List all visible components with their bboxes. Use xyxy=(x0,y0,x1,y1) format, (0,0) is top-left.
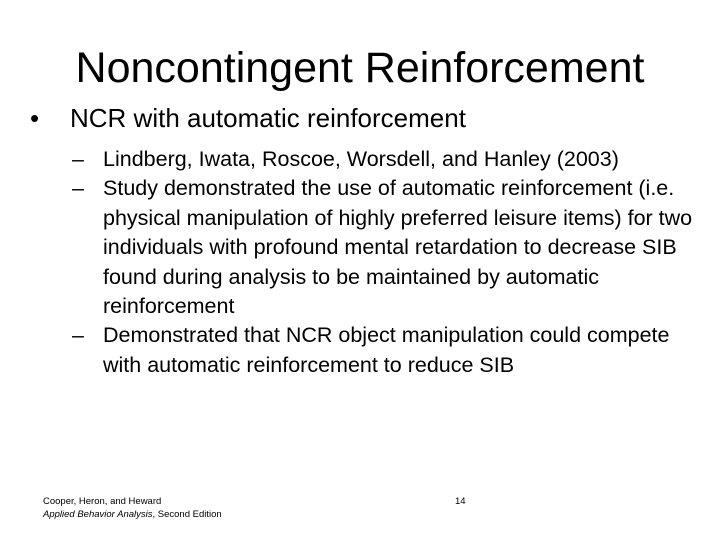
bullet-marker: • xyxy=(30,103,40,133)
slide-title: Noncontingent Reinforcement xyxy=(75,44,645,92)
footer-book-title: Applied Behavior Analysis xyxy=(43,509,153,520)
sub-bullet-text: Lindberg, Iwata, Roscoe, Worsdell, and Hanley (2003) xyxy=(103,147,619,171)
bullet-item xyxy=(30,102,466,134)
dash-marker: – xyxy=(72,147,84,171)
footer-citation xyxy=(43,495,222,521)
bullet-text: NCR with automatic reinforcement xyxy=(70,103,466,133)
sub-bullet-text: Demonstrated that NCR object manipulation could compete with automatic reinforcement to reduce SIB xyxy=(103,323,670,377)
sub-bullet-item xyxy=(72,321,702,380)
dash-marker: – xyxy=(72,323,84,348)
sub-bullet-text: Study demonstrated the use of automatic reinforcement (i.e. physical manipulation of highly preferred leisure items) for two individuals with profound mental retardation to decrease SIB found during analysis to be maintained by automatic reinforcement xyxy=(103,176,693,319)
page-number: 14 xyxy=(455,496,466,507)
footer-authors: Cooper, Heron, and Heward xyxy=(43,496,162,507)
dash-marker: – xyxy=(72,176,84,201)
sub-bullet-list xyxy=(72,145,702,380)
sub-bullet-item xyxy=(72,174,702,321)
footer-book-line xyxy=(43,508,222,521)
footer-edition: , Second Edition xyxy=(152,509,222,520)
sub-bullet-item xyxy=(72,145,702,174)
